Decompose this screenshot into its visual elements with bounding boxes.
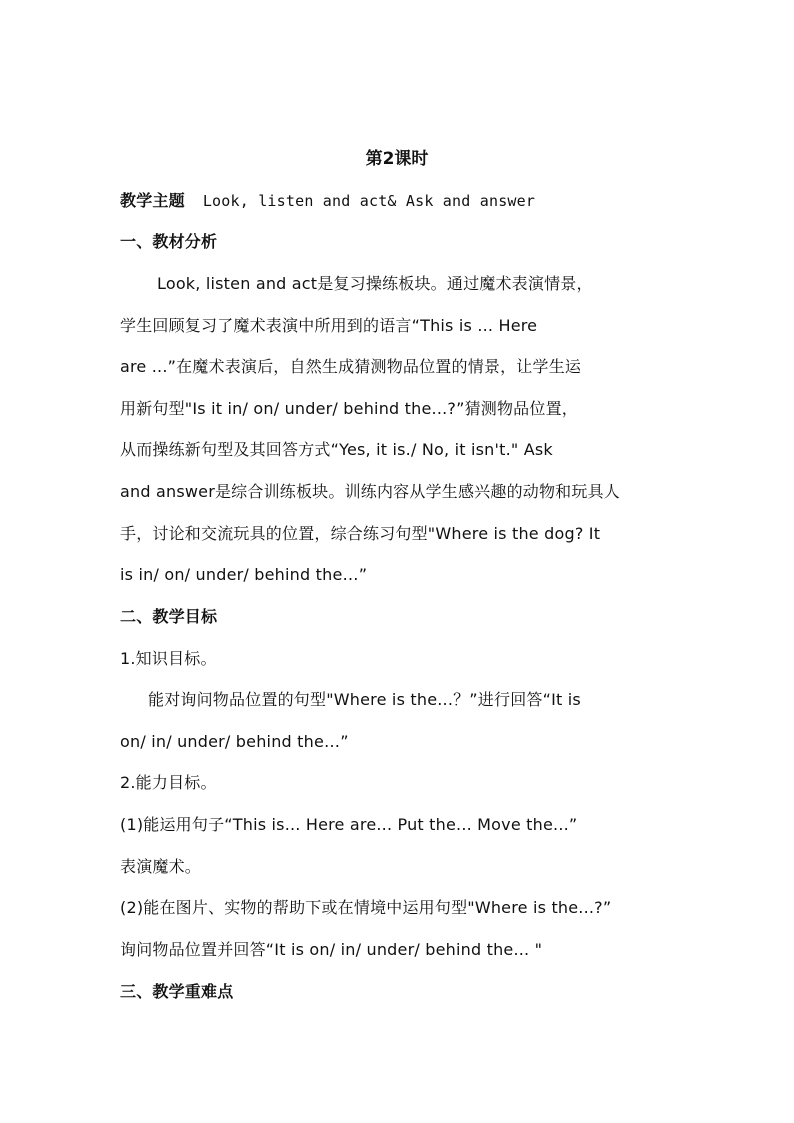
goal-ability-title: 2.能力目标。 bbox=[120, 773, 217, 792]
analysis-line: 学生回顾复习了魔术表演中所用到的语言“This is ... Here bbox=[120, 316, 538, 335]
goal-ability-line: 表演魔术。 bbox=[120, 857, 202, 876]
analysis-line: are ...”在魔术表演后，自然生成猜测物品位置的情景，让学生运 bbox=[120, 357, 582, 376]
goal-ability-line: 询问物品位置并回答“It is on/ in/ under/ behind the... " bbox=[120, 940, 543, 959]
section-heading-analysis: 一、教材分析 bbox=[120, 232, 218, 251]
goal-knowledge-line: 能对询问物品位置的句型"Where is the...？”进行回答“It is bbox=[148, 690, 581, 709]
section-heading-goals: 二、教学目标 bbox=[120, 607, 218, 626]
section-heading-key-points: 三、教学重难点 bbox=[120, 982, 234, 1001]
analysis-line: 用新句型"Is it in/ on/ under/ behind the...?”猜测物品位置， bbox=[120, 399, 578, 418]
analysis-line: Look, listen and act是复习操练板块。通过魔术表演情景， bbox=[157, 274, 593, 293]
theme-text: Look, listen and act& Ask and answer bbox=[202, 192, 536, 210]
teaching-theme bbox=[120, 190, 680, 212]
goal-ability-line: (1)能运用句子“This is... Here are... Put the... Move the...” bbox=[120, 815, 578, 834]
goal-ability-line: (2)能在图片、实物的帮助下或在情境中运用句型"Where is the...?” bbox=[120, 898, 612, 917]
analysis-line: 从而操练新句型及其回答方式“Yes, it is./ No, it isn't." Ask bbox=[120, 440, 553, 459]
analysis-line: 手，讨论和交流玩具的位置，综合练习句型"Where is the dog? It bbox=[120, 524, 601, 543]
goal-knowledge-title: 1.知识目标。 bbox=[120, 649, 217, 668]
analysis-line: and answer是综合训练板块。训练内容从学生感兴趣的动物和玩具人 bbox=[120, 482, 620, 501]
theme-label: 教学主题 bbox=[120, 191, 185, 210]
lesson-title: 第2课时 bbox=[365, 149, 429, 169]
goal-knowledge-line: on/ in/ under/ behind the…” bbox=[120, 732, 349, 751]
analysis-line: is in/ on/ under/ behind the…” bbox=[120, 565, 368, 584]
